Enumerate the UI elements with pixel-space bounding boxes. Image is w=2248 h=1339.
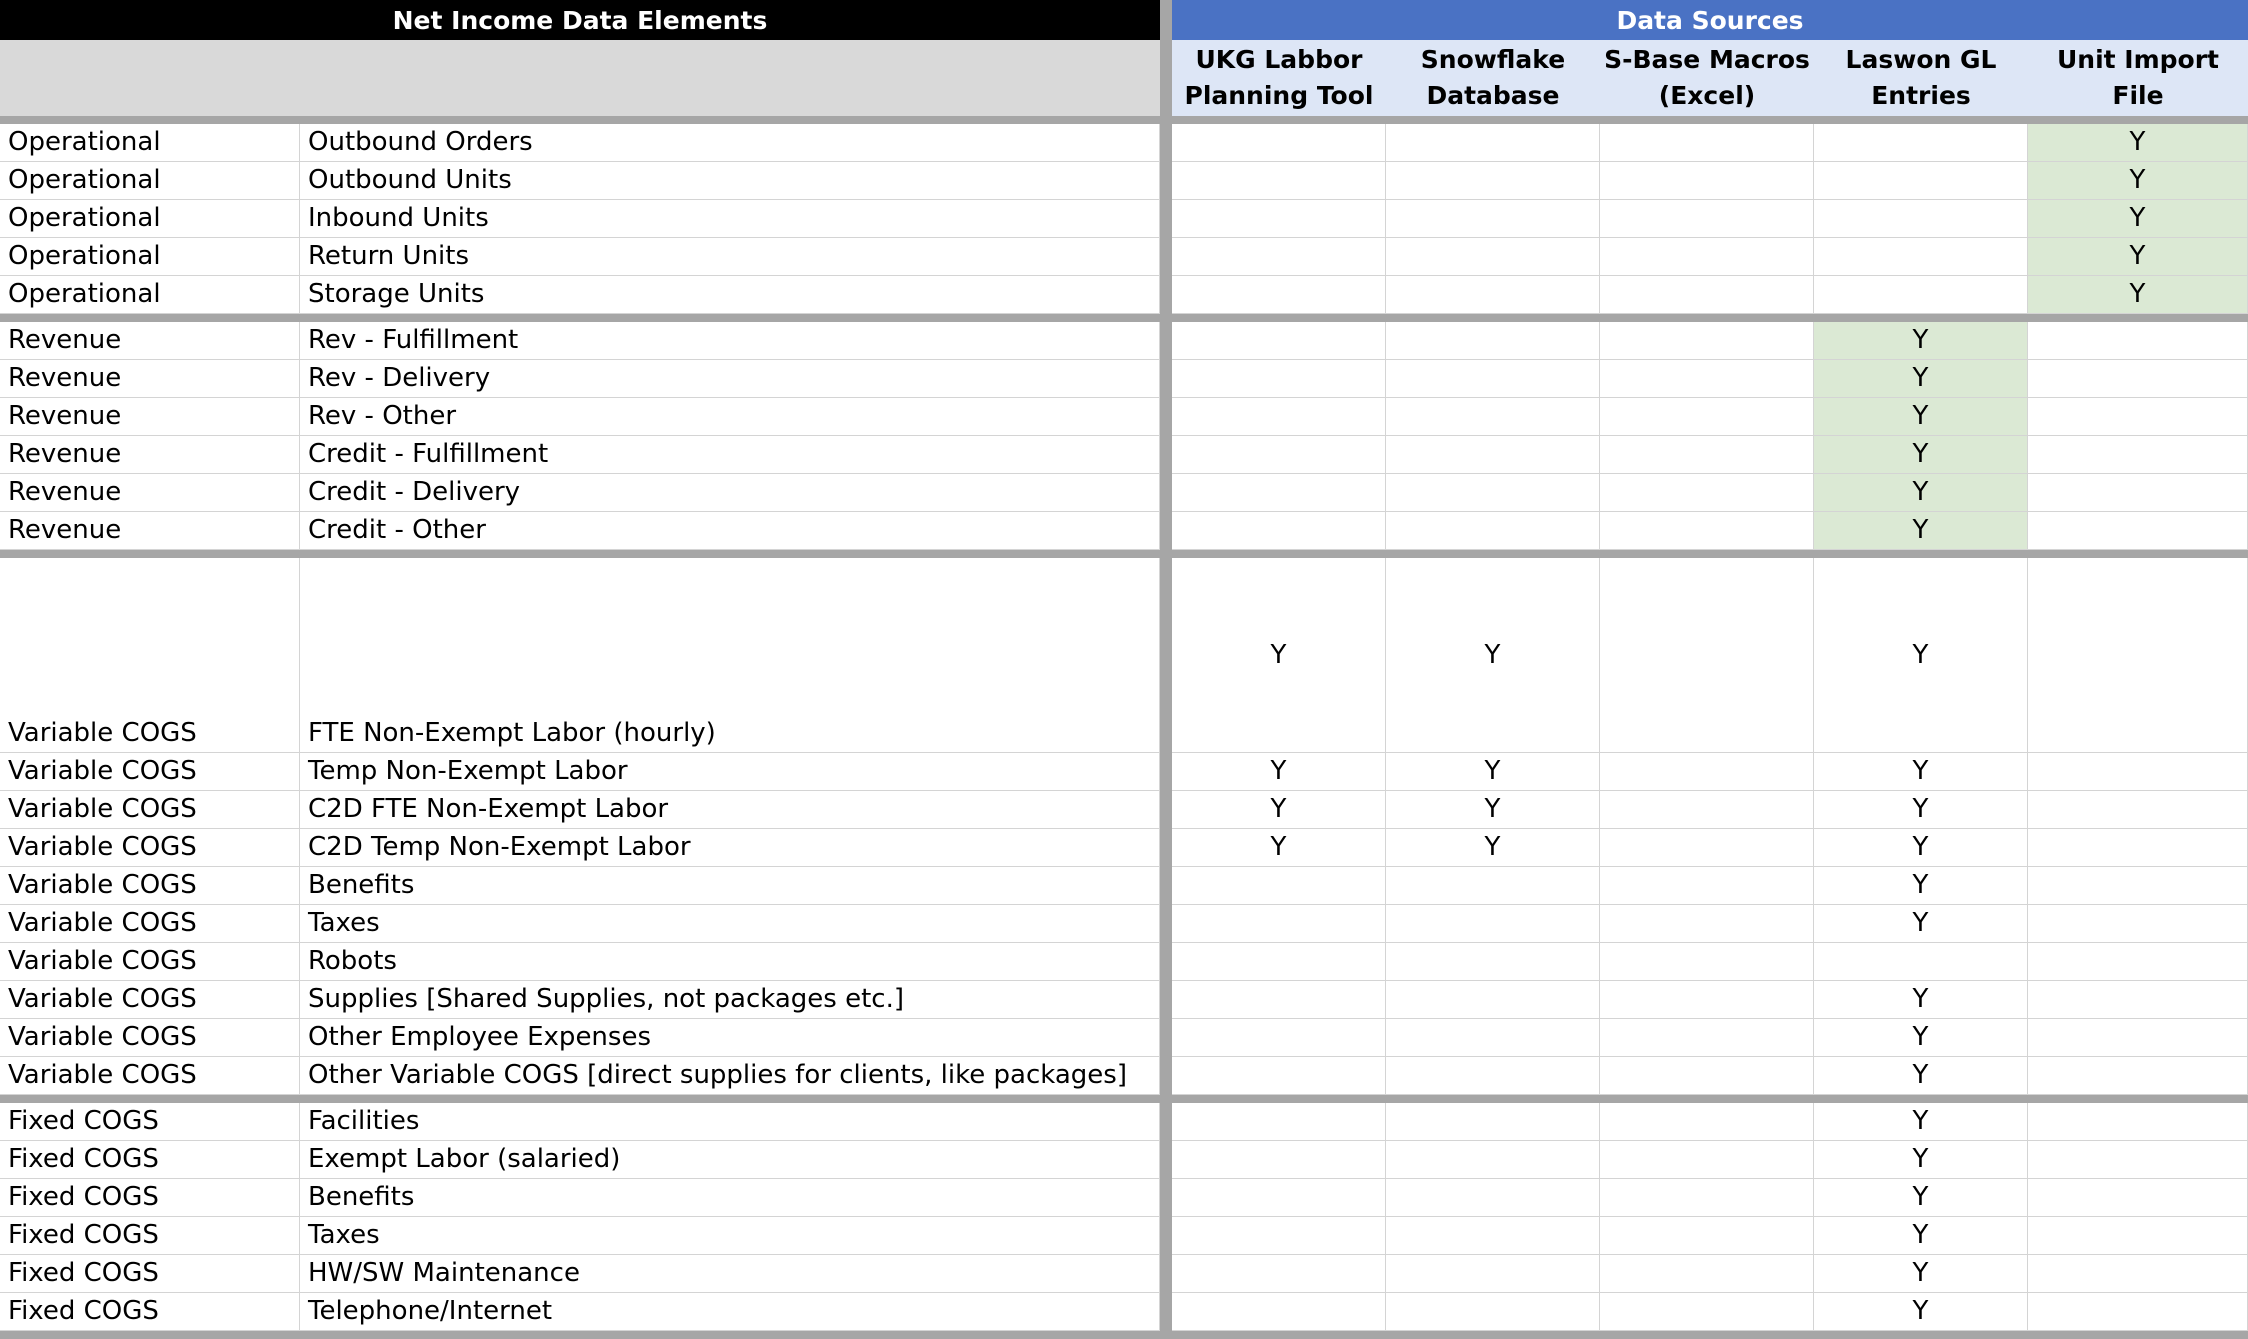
data-element-cell[interactable]: Storage Units bbox=[300, 276, 1160, 314]
source-mark-cell[interactable] bbox=[1172, 162, 1386, 200]
source-mark-cell[interactable]: Y bbox=[1814, 1019, 2028, 1057]
source-mark-cell[interactable] bbox=[2028, 1293, 2248, 1331]
source-mark-cell[interactable]: Y bbox=[1814, 558, 2028, 753]
group-separator bbox=[0, 1331, 2248, 1339]
source-mark-cell[interactable]: Y bbox=[1814, 1179, 2028, 1217]
source-mark-cell[interactable] bbox=[1172, 322, 1386, 360]
source-mark-cell[interactable]: Y bbox=[1814, 322, 2028, 360]
source-mark-cell[interactable] bbox=[1386, 162, 1600, 200]
category-cell[interactable]: Variable COGS bbox=[0, 1057, 300, 1095]
source-mark-cell[interactable]: Y bbox=[2028, 124, 2248, 162]
source-mark-cell[interactable] bbox=[1386, 436, 1600, 474]
data-element-cell[interactable]: FTE Non-Exempt Labor (hourly) bbox=[300, 558, 1160, 753]
source-mark-cell[interactable] bbox=[1386, 360, 1600, 398]
source-mark-cell[interactable] bbox=[1386, 238, 1600, 276]
source-mark-cell[interactable] bbox=[1600, 474, 1814, 512]
source-mark-cell[interactable] bbox=[1386, 1019, 1600, 1057]
source-mark-cell[interactable] bbox=[1386, 943, 1600, 981]
source-mark-cell[interactable]: Y bbox=[1172, 791, 1386, 829]
source-mark-cell[interactable] bbox=[2028, 943, 2248, 981]
source-mark-cell[interactable] bbox=[1600, 867, 1814, 905]
source-mark-cell[interactable] bbox=[2028, 436, 2248, 474]
data-element-cell[interactable]: Outbound Orders bbox=[300, 124, 1160, 162]
source-mark-cell[interactable] bbox=[1600, 124, 1814, 162]
source-mark-cell[interactable] bbox=[2028, 791, 2248, 829]
source-mark-cell[interactable] bbox=[2028, 474, 2248, 512]
source-mark-cell[interactable]: Y bbox=[1814, 905, 2028, 943]
source-mark-cell[interactable] bbox=[1386, 322, 1600, 360]
data-element-cell[interactable]: Rev - Fulfillment bbox=[300, 322, 1160, 360]
source-mark-cell[interactable] bbox=[1172, 398, 1386, 436]
source-mark-cell[interactable] bbox=[1600, 322, 1814, 360]
source-mark-cell[interactable]: Y bbox=[1172, 829, 1386, 867]
source-mark-cell[interactable]: Y bbox=[1814, 474, 2028, 512]
source-mark-cell[interactable] bbox=[1172, 474, 1386, 512]
source-mark-cell[interactable] bbox=[1600, 943, 1814, 981]
data-element-cell[interactable]: Benefits bbox=[300, 867, 1160, 905]
data-element-cell[interactable]: Robots bbox=[300, 943, 1160, 981]
source-mark-cell[interactable] bbox=[1386, 867, 1600, 905]
category-cell[interactable]: Fixed COGS bbox=[0, 1255, 300, 1293]
data-element-cell[interactable]: Benefits bbox=[300, 1179, 1160, 1217]
source-mark-cell[interactable]: Y bbox=[1814, 753, 2028, 791]
header-net-income-data-elements[interactable]: Net Income Data Elements bbox=[0, 0, 1160, 40]
source-mark-cell[interactable] bbox=[1814, 200, 2028, 238]
category-cell[interactable]: Variable COGS bbox=[0, 905, 300, 943]
source-mark-cell[interactable] bbox=[1814, 124, 2028, 162]
source-mark-cell[interactable] bbox=[1814, 276, 2028, 314]
source-mark-cell[interactable] bbox=[2028, 1217, 2248, 1255]
source-mark-cell[interactable]: Y bbox=[1814, 791, 2028, 829]
category-cell[interactable]: Revenue bbox=[0, 512, 300, 550]
source-mark-cell[interactable] bbox=[1386, 276, 1600, 314]
source-mark-cell[interactable]: Y bbox=[1814, 829, 2028, 867]
category-cell[interactable]: Revenue bbox=[0, 398, 300, 436]
source-mark-cell[interactable] bbox=[1814, 238, 2028, 276]
source-mark-cell[interactable] bbox=[1600, 1179, 1814, 1217]
source-mark-cell[interactable] bbox=[1172, 905, 1386, 943]
category-cell[interactable]: Variable COGS bbox=[0, 981, 300, 1019]
source-mark-cell[interactable] bbox=[2028, 558, 2248, 753]
category-cell[interactable]: Operational bbox=[0, 200, 300, 238]
source-mark-cell[interactable] bbox=[2028, 981, 2248, 1019]
source-mark-cell[interactable] bbox=[2028, 398, 2248, 436]
category-cell[interactable]: Variable COGS bbox=[0, 829, 300, 867]
source-mark-cell[interactable]: Y bbox=[1814, 1057, 2028, 1095]
source-mark-cell[interactable] bbox=[2028, 829, 2248, 867]
source-mark-cell[interactable] bbox=[1172, 943, 1386, 981]
source-mark-cell[interactable] bbox=[1386, 512, 1600, 550]
data-element-cell[interactable]: Credit - Fulfillment bbox=[300, 436, 1160, 474]
source-mark-cell[interactable] bbox=[1386, 1179, 1600, 1217]
data-element-cell[interactable]: Taxes bbox=[300, 1217, 1160, 1255]
source-mark-cell[interactable] bbox=[1386, 1293, 1600, 1331]
source-mark-cell[interactable] bbox=[2028, 905, 2248, 943]
header-data-sources[interactable]: Data Sources bbox=[1172, 0, 2248, 40]
source-mark-cell[interactable]: Y bbox=[1814, 360, 2028, 398]
source-mark-cell[interactable]: Y bbox=[1814, 981, 2028, 1019]
source-mark-cell[interactable] bbox=[1172, 1179, 1386, 1217]
source-mark-cell[interactable] bbox=[1600, 981, 1814, 1019]
category-cell[interactable]: Revenue bbox=[0, 360, 300, 398]
source-mark-cell[interactable] bbox=[1600, 791, 1814, 829]
data-element-cell[interactable]: C2D FTE Non-Exempt Labor bbox=[300, 791, 1160, 829]
data-element-cell[interactable]: Facilities bbox=[300, 1103, 1160, 1141]
source-mark-cell[interactable] bbox=[1600, 1019, 1814, 1057]
data-element-cell[interactable]: Credit - Delivery bbox=[300, 474, 1160, 512]
source-mark-cell[interactable] bbox=[2028, 867, 2248, 905]
category-cell[interactable]: Fixed COGS bbox=[0, 1141, 300, 1179]
source-mark-cell[interactable]: Y bbox=[1814, 1141, 2028, 1179]
source-mark-cell[interactable] bbox=[1172, 238, 1386, 276]
subheader-blank[interactable] bbox=[0, 40, 1160, 116]
category-cell[interactable]: Variable COGS bbox=[0, 867, 300, 905]
source-mark-cell[interactable] bbox=[2028, 1179, 2248, 1217]
source-mark-cell[interactable]: Y bbox=[1814, 1255, 2028, 1293]
source-mark-cell[interactable] bbox=[1600, 753, 1814, 791]
source-mark-cell[interactable] bbox=[1600, 436, 1814, 474]
source-mark-cell[interactable]: Y bbox=[1172, 753, 1386, 791]
source-mark-cell[interactable]: Y bbox=[1814, 398, 2028, 436]
source-mark-cell[interactable] bbox=[1172, 512, 1386, 550]
group-separator bbox=[0, 116, 2248, 124]
source-mark-cell[interactable] bbox=[2028, 1255, 2248, 1293]
source-mark-cell[interactable]: Y bbox=[1814, 1293, 2028, 1331]
group-separator bbox=[0, 550, 2248, 558]
source-mark-cell[interactable] bbox=[1172, 867, 1386, 905]
source-mark-cell[interactable]: Y bbox=[1386, 791, 1600, 829]
source-mark-cell[interactable] bbox=[2028, 322, 2248, 360]
source-mark-cell[interactable] bbox=[1386, 124, 1600, 162]
source-mark-cell[interactable] bbox=[1600, 1141, 1814, 1179]
data-element-cell[interactable]: Rev - Other bbox=[300, 398, 1160, 436]
source-mark-cell[interactable] bbox=[1386, 1103, 1600, 1141]
source-mark-cell[interactable] bbox=[1386, 981, 1600, 1019]
source-mark-cell[interactable]: Y bbox=[1814, 1103, 2028, 1141]
data-element-cell[interactable]: Credit - Other bbox=[300, 512, 1160, 550]
column-header-snowflake-database[interactable]: Snowflake Database bbox=[1420, 45, 1566, 110]
source-mark-cell[interactable] bbox=[1600, 162, 1814, 200]
source-mark-cell[interactable] bbox=[1386, 398, 1600, 436]
source-mark-cell[interactable] bbox=[2028, 1103, 2248, 1141]
data-element-cell[interactable]: Return Units bbox=[300, 238, 1160, 276]
data-element-cell[interactable]: Taxes bbox=[300, 905, 1160, 943]
category-cell[interactable]: Operational bbox=[0, 276, 300, 314]
source-mark-cell[interactable] bbox=[1172, 981, 1386, 1019]
source-mark-cell[interactable] bbox=[2028, 360, 2248, 398]
source-mark-cell[interactable]: Y bbox=[1814, 512, 2028, 550]
source-mark-cell[interactable]: Y bbox=[2028, 238, 2248, 276]
data-element-cell[interactable]: Telephone/Internet bbox=[300, 1293, 1160, 1331]
column-header-s-base-macros[interactable]: S-Base Macros (Excel) bbox=[1604, 45, 1810, 110]
source-mark-cell[interactable]: Y bbox=[1172, 558, 1386, 753]
source-mark-cell[interactable] bbox=[1386, 474, 1600, 512]
category-cell[interactable]: Revenue bbox=[0, 474, 300, 512]
source-mark-cell[interactable] bbox=[1172, 1019, 1386, 1057]
data-element-cell[interactable]: C2D Temp Non-Exempt Labor bbox=[300, 829, 1160, 867]
source-mark-cell[interactable] bbox=[1600, 360, 1814, 398]
source-mark-cell[interactable]: Y bbox=[1814, 1217, 2028, 1255]
group-separator bbox=[0, 314, 2248, 322]
source-mark-cell[interactable] bbox=[1172, 276, 1386, 314]
source-mark-cell[interactable] bbox=[1600, 200, 1814, 238]
column-header-laswon-gl-entries[interactable]: Laswon GL Entries bbox=[1845, 45, 1997, 110]
source-mark-cell[interactable] bbox=[1600, 1057, 1814, 1095]
column-divider bbox=[1160, 0, 1172, 1336]
data-element-cell[interactable]: Rev - Delivery bbox=[300, 360, 1160, 398]
category-cell[interactable]: Fixed COGS bbox=[0, 1179, 300, 1217]
source-mark-cell[interactable]: Y bbox=[1814, 436, 2028, 474]
source-mark-cell[interactable] bbox=[1386, 200, 1600, 238]
category-cell[interactable]: Fixed COGS bbox=[0, 1293, 300, 1331]
source-mark-cell[interactable] bbox=[1600, 829, 1814, 867]
source-mark-cell[interactable] bbox=[1386, 1255, 1600, 1293]
source-mark-cell[interactable] bbox=[1600, 512, 1814, 550]
data-element-cell[interactable]: Other Employee Expenses bbox=[300, 1019, 1160, 1057]
source-mark-cell[interactable]: Y bbox=[2028, 162, 2248, 200]
category-cell[interactable]: Operational bbox=[0, 124, 300, 162]
source-mark-cell[interactable] bbox=[2028, 753, 2248, 791]
source-mark-cell[interactable] bbox=[1172, 1255, 1386, 1293]
source-mark-cell[interactable] bbox=[1172, 1217, 1386, 1255]
data-element-cell[interactable]: Inbound Units bbox=[300, 200, 1160, 238]
column-header-unit-import-file[interactable]: Unit Import File bbox=[2056, 45, 2220, 110]
source-mark-cell[interactable]: Y bbox=[1386, 829, 1600, 867]
source-mark-cell[interactable]: Y bbox=[2028, 200, 2248, 238]
source-mark-cell[interactable] bbox=[2028, 1141, 2248, 1179]
category-cell[interactable]: Variable COGS bbox=[0, 1019, 300, 1057]
column-header-ukg-labor-planning-tool[interactable]: UKG Labbor Planning Tool bbox=[1184, 45, 1374, 110]
category-cell[interactable]: Operational bbox=[0, 162, 300, 200]
source-mark-cell[interactable] bbox=[1600, 276, 1814, 314]
source-mark-cell[interactable]: Y bbox=[1814, 867, 2028, 905]
source-mark-cell[interactable] bbox=[2028, 1019, 2248, 1057]
source-mark-cell[interactable] bbox=[1600, 398, 1814, 436]
data-element-cell[interactable]: Supplies [Shared Supplies, not packages etc.] bbox=[300, 981, 1160, 1019]
source-mark-cell[interactable] bbox=[1172, 200, 1386, 238]
source-mark-cell[interactable] bbox=[2028, 1057, 2248, 1095]
category-cell[interactable]: Revenue bbox=[0, 436, 300, 474]
category-cell[interactable]: Variable COGS bbox=[0, 943, 300, 981]
source-mark-cell[interactable] bbox=[1386, 1141, 1600, 1179]
source-mark-cell[interactable] bbox=[1386, 1217, 1600, 1255]
source-mark-cell[interactable] bbox=[1600, 558, 1814, 753]
category-cell[interactable]: Fixed COGS bbox=[0, 1217, 300, 1255]
category-cell[interactable]: Variable COGS bbox=[0, 558, 300, 753]
source-mark-cell[interactable] bbox=[1600, 905, 1814, 943]
data-element-cell[interactable]: Outbound Units bbox=[300, 162, 1160, 200]
source-mark-cell[interactable] bbox=[2028, 512, 2248, 550]
source-mark-cell[interactable] bbox=[1172, 1057, 1386, 1095]
source-mark-cell[interactable]: Y bbox=[1386, 558, 1600, 753]
source-mark-cell[interactable] bbox=[1172, 1141, 1386, 1179]
category-cell[interactable]: Variable COGS bbox=[0, 753, 300, 791]
category-cell[interactable]: Variable COGS bbox=[0, 791, 300, 829]
data-element-cell[interactable]: Temp Non-Exempt Labor bbox=[300, 753, 1160, 791]
group-separator bbox=[0, 1095, 2248, 1103]
source-mark-cell[interactable] bbox=[1814, 943, 2028, 981]
source-mark-cell[interactable]: Y bbox=[2028, 276, 2248, 314]
source-mark-cell[interactable] bbox=[1386, 905, 1600, 943]
source-mark-cell[interactable] bbox=[1600, 238, 1814, 276]
source-mark-cell[interactable] bbox=[1600, 1255, 1814, 1293]
category-cell[interactable]: Operational bbox=[0, 238, 300, 276]
source-mark-cell[interactable] bbox=[1600, 1103, 1814, 1141]
source-mark-cell[interactable] bbox=[1172, 1293, 1386, 1331]
source-mark-cell[interactable] bbox=[1172, 1103, 1386, 1141]
category-cell[interactable]: Revenue bbox=[0, 322, 300, 360]
source-mark-cell[interactable] bbox=[1172, 436, 1386, 474]
source-mark-cell[interactable] bbox=[1600, 1293, 1814, 1331]
source-mark-cell[interactable] bbox=[1600, 1217, 1814, 1255]
source-mark-cell[interactable] bbox=[1172, 124, 1386, 162]
source-mark-cell[interactable] bbox=[1386, 1057, 1600, 1095]
data-element-cell[interactable]: HW/SW Maintenance bbox=[300, 1255, 1160, 1293]
data-element-cell[interactable]: Exempt Labor (salaried) bbox=[300, 1141, 1160, 1179]
source-mark-cell[interactable] bbox=[1814, 162, 2028, 200]
source-mark-cell[interactable] bbox=[1172, 360, 1386, 398]
source-mark-cell[interactable]: Y bbox=[1386, 753, 1600, 791]
category-cell[interactable]: Fixed COGS bbox=[0, 1103, 300, 1141]
data-element-cell[interactable]: Other Variable COGS [direct supplies for clients, like packages] bbox=[300, 1057, 1160, 1095]
